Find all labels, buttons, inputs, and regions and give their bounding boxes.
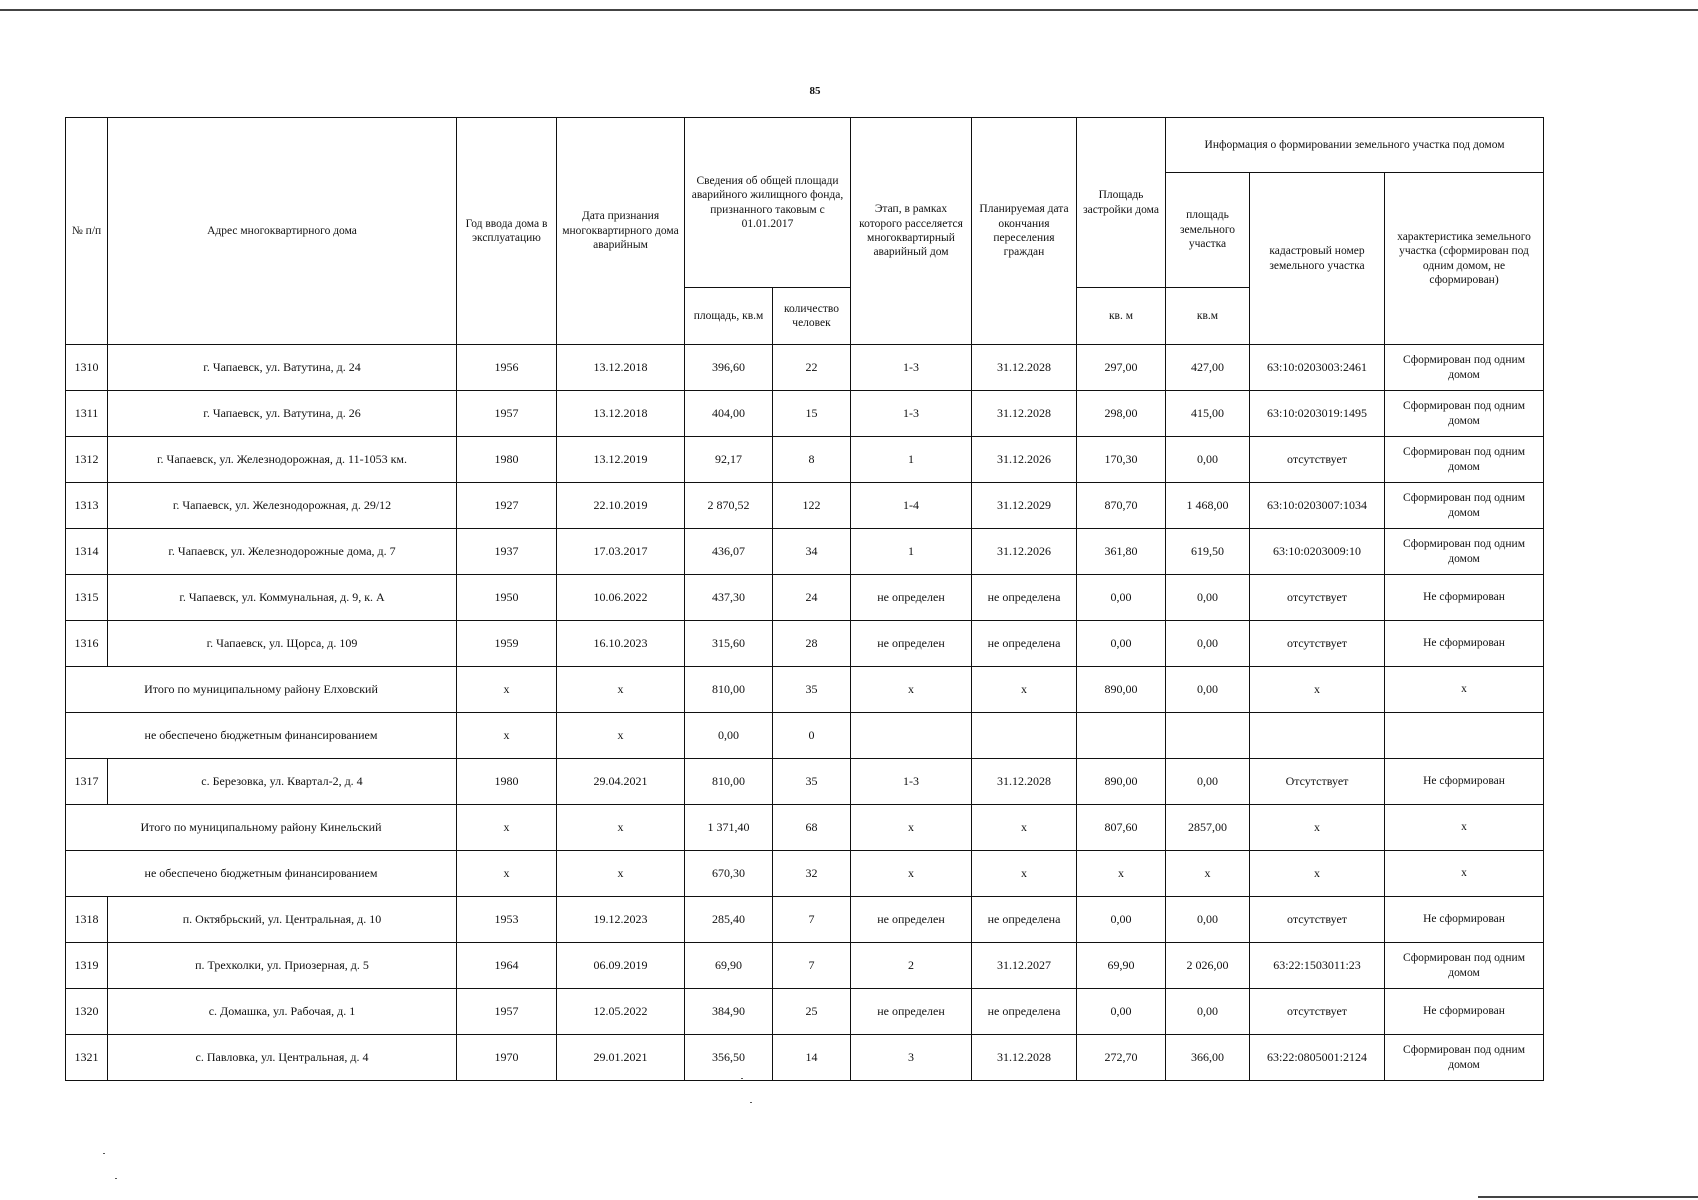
cell-recognition-date: 19.12.2023 xyxy=(557,897,685,943)
cell-cadastral: 63:22:1503011:23 xyxy=(1250,943,1385,989)
cell-recognition-date: 10.06.2022 xyxy=(557,575,685,621)
cell-land-area: 1 468,00 xyxy=(1166,483,1250,529)
table-body xyxy=(66,345,1544,1081)
cell-land-char: x xyxy=(1385,851,1544,897)
cell-num: 1310 xyxy=(66,345,108,391)
cell-num: 1320 xyxy=(66,989,108,1035)
cell-building-area: 297,00 xyxy=(1077,345,1166,391)
table-row xyxy=(66,897,1544,943)
cell-cadastral: отсутствует xyxy=(1250,437,1385,483)
cell-people: 8 xyxy=(773,437,851,483)
header-land-info: Информация о формировании земельного участка под домом xyxy=(1166,118,1544,173)
cell-area: 670,30 xyxy=(685,851,773,897)
cell-cadastral: x xyxy=(1250,667,1385,713)
cell-land-area: 366,00 xyxy=(1166,1035,1250,1081)
cell-area: 69,90 xyxy=(685,943,773,989)
total-row xyxy=(66,667,1544,713)
cell-land-area: x xyxy=(1166,851,1250,897)
cell-stage: x xyxy=(851,805,972,851)
cell-stage: не определен xyxy=(851,575,972,621)
cell-year: 1957 xyxy=(457,391,557,437)
cell-area: 437,30 xyxy=(685,575,773,621)
cell-area: 436,07 xyxy=(685,529,773,575)
cell-planned-date: 31.12.2028 xyxy=(972,345,1077,391)
cell-planned-date: 31.12.2026 xyxy=(972,437,1077,483)
total-row xyxy=(66,851,1544,897)
cell-cadastral: отсутствует xyxy=(1250,989,1385,1035)
cell-num: 1315 xyxy=(66,575,108,621)
header-land-area: площадь земельного участка xyxy=(1166,173,1250,288)
cell-address: п. Трехколки, ул. Приозерная, д. 5 xyxy=(108,943,457,989)
cell-cadastral: 63:10:0203003:2461 xyxy=(1250,345,1385,391)
cell-land-char: Сформирован под одним домом xyxy=(1385,437,1544,483)
cell-building-area: 890,00 xyxy=(1077,759,1166,805)
cell-building-area: 69,90 xyxy=(1077,943,1166,989)
cell-land-area: 0,00 xyxy=(1166,621,1250,667)
cell-people: 7 xyxy=(773,897,851,943)
cell-num: 1316 xyxy=(66,621,108,667)
cell-address: г. Чапаевск, ул. Ватутина, д. 24 xyxy=(108,345,457,391)
cell-address: с. Березовка, ул. Квартал-2, д. 4 xyxy=(108,759,457,805)
cell-year: x xyxy=(457,805,557,851)
cell-year: 1927 xyxy=(457,483,557,529)
table-row xyxy=(66,437,1544,483)
cell-land-char: Не сформирован xyxy=(1385,759,1544,805)
cell-year: 1980 xyxy=(457,759,557,805)
cell-land-area: 2857,00 xyxy=(1166,805,1250,851)
cell-land-char: x xyxy=(1385,667,1544,713)
cell-recognition-date: 06.09.2019 xyxy=(557,943,685,989)
table-row xyxy=(66,345,1544,391)
cell-people: 25 xyxy=(773,989,851,1035)
scan-border-top xyxy=(0,9,1698,11)
table-row xyxy=(66,1035,1544,1081)
cell-stage: 1 xyxy=(851,529,972,575)
cell-num: 1318 xyxy=(66,897,108,943)
total-label: не обеспечено бюджетным финансированием xyxy=(66,851,457,897)
cell-recognition-date: x xyxy=(557,851,685,897)
cell-address: г. Чапаевск, ул. Железнодорожная, д. 29/12 xyxy=(108,483,457,529)
cell-building-area: 870,70 xyxy=(1077,483,1166,529)
table-row xyxy=(66,575,1544,621)
header-stage: Этап, в рамках которого расселяется многоквартирный аварийный дом xyxy=(851,118,972,345)
cell-land-char: Сформирован под одним домом xyxy=(1385,391,1544,437)
cell-year: 1956 xyxy=(457,345,557,391)
cell-area: 810,00 xyxy=(685,759,773,805)
cell-building-area: 0,00 xyxy=(1077,989,1166,1035)
cell-recognition-date: 13.12.2019 xyxy=(557,437,685,483)
cell-num: 1314 xyxy=(66,529,108,575)
cell-area: 2 870,52 xyxy=(685,483,773,529)
cell-cadastral: 63:10:0203019:1495 xyxy=(1250,391,1385,437)
scan-speck xyxy=(115,1178,117,1179)
cell-area: 356,50 xyxy=(685,1035,773,1081)
cell-planned-date: не определена xyxy=(972,989,1077,1035)
cell-cadastral: отсутствует xyxy=(1250,575,1385,621)
cell-year: 1950 xyxy=(457,575,557,621)
cell-stage: не определен xyxy=(851,989,972,1035)
table-row xyxy=(66,621,1544,667)
page-number: 85 xyxy=(809,85,821,97)
cell-stage: 1-3 xyxy=(851,391,972,437)
cell-address: п. Октябрьский, ул. Центральная, д. 10 xyxy=(108,897,457,943)
header-people-count: количество человек xyxy=(773,288,851,345)
scan-speck xyxy=(750,1102,752,1103)
cell-area: 404,00 xyxy=(685,391,773,437)
cell-planned-date: 31.12.2028 xyxy=(972,759,1077,805)
cell-address: г. Чапаевск, ул. Железнодорожные дома, д. 7 xyxy=(108,529,457,575)
cell-cadastral xyxy=(1250,713,1385,759)
cell-year: 1937 xyxy=(457,529,557,575)
cell-cadastral: x xyxy=(1250,851,1385,897)
cell-building-area: 0,00 xyxy=(1077,897,1166,943)
header-planned-date: Планируемая дата окончания переселения граждан xyxy=(972,118,1077,345)
cell-building-area: 0,00 xyxy=(1077,575,1166,621)
total-label: Итого по муниципальному району Кинельский xyxy=(66,805,457,851)
cell-area: 315,60 xyxy=(685,621,773,667)
total-label: не обеспечено бюджетным финансированием xyxy=(66,713,457,759)
emergency-housing-table xyxy=(65,117,1544,1081)
cell-recognition-date: x xyxy=(557,667,685,713)
cell-recognition-date: 22.10.2019 xyxy=(557,483,685,529)
cell-people: 7 xyxy=(773,943,851,989)
cell-land-char: Не сформирован xyxy=(1385,575,1544,621)
cell-land-area: 0,00 xyxy=(1166,759,1250,805)
cell-planned-date: не определена xyxy=(972,621,1077,667)
table-header xyxy=(66,118,1544,345)
cell-recognition-date: 13.12.2018 xyxy=(557,391,685,437)
cell-recognition-date: x xyxy=(557,805,685,851)
table-row xyxy=(66,989,1544,1035)
cell-cadastral: x xyxy=(1250,805,1385,851)
cell-year: x xyxy=(457,713,557,759)
header-building-area-unit: кв. м xyxy=(1077,288,1166,345)
cell-stage: 1-3 xyxy=(851,759,972,805)
cell-year: 1980 xyxy=(457,437,557,483)
cell-land-area xyxy=(1166,713,1250,759)
cell-building-area: x xyxy=(1077,851,1166,897)
cell-building-area: 272,70 xyxy=(1077,1035,1166,1081)
total-label: Итого по муниципальному району Елховский xyxy=(66,667,457,713)
cell-land-char: Не сформирован xyxy=(1385,897,1544,943)
cell-recognition-date: 16.10.2023 xyxy=(557,621,685,667)
cell-stage: не определен xyxy=(851,897,972,943)
cell-num: 1311 xyxy=(66,391,108,437)
cell-address: г. Чапаевск, ул. Щорса, д. 109 xyxy=(108,621,457,667)
cell-cadastral: Отсутствует xyxy=(1250,759,1385,805)
cell-stage: 1-4 xyxy=(851,483,972,529)
cell-area: 285,40 xyxy=(685,897,773,943)
total-row xyxy=(66,713,1544,759)
cell-land-area: 0,00 xyxy=(1166,897,1250,943)
header-recognition-date: Дата признания многоквартирного дома аварийным xyxy=(557,118,685,345)
cell-recognition-date: 12.05.2022 xyxy=(557,989,685,1035)
cell-building-area: 361,80 xyxy=(1077,529,1166,575)
cell-planned-date: не определена xyxy=(972,897,1077,943)
cell-year: 1964 xyxy=(457,943,557,989)
cell-people: 32 xyxy=(773,851,851,897)
cell-land-area: 0,00 xyxy=(1166,575,1250,621)
cell-year: 1959 xyxy=(457,621,557,667)
cell-people: 28 xyxy=(773,621,851,667)
cell-year: 1953 xyxy=(457,897,557,943)
cell-building-area: 890,00 xyxy=(1077,667,1166,713)
cell-people: 14 xyxy=(773,1035,851,1081)
cell-num: 1321 xyxy=(66,1035,108,1081)
table-row xyxy=(66,391,1544,437)
cell-building-area: 807,60 xyxy=(1077,805,1166,851)
header-year: Год ввода дома в эксплуатацию xyxy=(457,118,557,345)
header-num: № п/п xyxy=(66,118,108,345)
cell-land-char xyxy=(1385,713,1544,759)
cell-people: 122 xyxy=(773,483,851,529)
table-row xyxy=(66,529,1544,575)
cell-people: 35 xyxy=(773,759,851,805)
cell-land-char: x xyxy=(1385,805,1544,851)
cell-cadastral: отсутствует xyxy=(1250,897,1385,943)
cell-building-area xyxy=(1077,713,1166,759)
cell-address: г. Чапаевск, ул. Коммунальная, д. 9, к. А xyxy=(108,575,457,621)
header-land-area-unit: кв.м xyxy=(1166,288,1250,345)
cell-area: 396,60 xyxy=(685,345,773,391)
cell-num: 1312 xyxy=(66,437,108,483)
cell-people: 24 xyxy=(773,575,851,621)
cell-land-area: 2 026,00 xyxy=(1166,943,1250,989)
cell-stage xyxy=(851,713,972,759)
cell-planned-date: 31.12.2028 xyxy=(972,1035,1077,1081)
cell-num: 1313 xyxy=(66,483,108,529)
cell-land-area: 0,00 xyxy=(1166,989,1250,1035)
cell-stage: не определен xyxy=(851,621,972,667)
cell-num: 1319 xyxy=(66,943,108,989)
cell-land-char: Не сформирован xyxy=(1385,989,1544,1035)
cell-people: 35 xyxy=(773,667,851,713)
cell-stage: x xyxy=(851,851,972,897)
header-address: Адрес многоквартирного дома xyxy=(108,118,457,345)
cell-land-char: Сформирован под одним домом xyxy=(1385,1035,1544,1081)
cell-land-area: 0,00 xyxy=(1166,667,1250,713)
cell-address: г. Чапаевск, ул. Железнодорожная, д. 11-1053 км. xyxy=(108,437,457,483)
cell-year: 1957 xyxy=(457,989,557,1035)
cell-planned-date: x xyxy=(972,805,1077,851)
cell-address: г. Чапаевск, ул. Ватутина, д. 26 xyxy=(108,391,457,437)
cell-land-char: Сформирован под одним домом xyxy=(1385,943,1544,989)
cell-people: 34 xyxy=(773,529,851,575)
cell-cadastral: отсутствует xyxy=(1250,621,1385,667)
table-row xyxy=(66,759,1544,805)
table-row xyxy=(66,943,1544,989)
cell-area: 1 371,40 xyxy=(685,805,773,851)
cell-stage: 1 xyxy=(851,437,972,483)
cell-recognition-date: 29.01.2021 xyxy=(557,1035,685,1081)
cell-recognition-date: 13.12.2018 xyxy=(557,345,685,391)
cell-land-char: Сформирован под одним домом xyxy=(1385,345,1544,391)
cell-address: с. Домашка, ул. Рабочая, д. 1 xyxy=(108,989,457,1035)
cell-planned-date: не определена xyxy=(972,575,1077,621)
cell-area: 810,00 xyxy=(685,667,773,713)
cell-stage: 3 xyxy=(851,1035,972,1081)
cell-area: 0,00 xyxy=(685,713,773,759)
cell-address: с. Павловка, ул. Центральная, д. 4 xyxy=(108,1035,457,1081)
cell-stage: 1-3 xyxy=(851,345,972,391)
cell-land-char: Не сформирован xyxy=(1385,621,1544,667)
cell-num: 1317 xyxy=(66,759,108,805)
cell-recognition-date: x xyxy=(557,713,685,759)
cell-planned-date: 31.12.2027 xyxy=(972,943,1077,989)
header-area-info: Сведения об общей площади аварийного жилищного фонда, признанного таковым с 01.01.2017 xyxy=(685,118,851,288)
cell-building-area: 298,00 xyxy=(1077,391,1166,437)
cell-land-char: Сформирован под одним домом xyxy=(1385,529,1544,575)
cell-recognition-date: 17.03.2017 xyxy=(557,529,685,575)
cell-area: 92,17 xyxy=(685,437,773,483)
cell-building-area: 0,00 xyxy=(1077,621,1166,667)
scan-speck xyxy=(103,1153,105,1154)
cell-planned-date: 31.12.2026 xyxy=(972,529,1077,575)
total-row xyxy=(66,805,1544,851)
cell-year: x xyxy=(457,667,557,713)
header-land-char: характеристика земельного участка (сформирован под одним домом, не сформирован) xyxy=(1385,173,1544,345)
cell-planned-date: x xyxy=(972,851,1077,897)
cell-cadastral: 63:22:0805001:2124 xyxy=(1250,1035,1385,1081)
cell-cadastral: 63:10:0203009:10 xyxy=(1250,529,1385,575)
cell-area: 384,90 xyxy=(685,989,773,1035)
cell-land-area: 427,00 xyxy=(1166,345,1250,391)
cell-year: 1970 xyxy=(457,1035,557,1081)
header-building-area: Площадь застройки дома xyxy=(1077,118,1166,288)
cell-people: 15 xyxy=(773,391,851,437)
table-row xyxy=(66,483,1544,529)
cell-people: 0 xyxy=(773,713,851,759)
cell-planned-date: x xyxy=(972,667,1077,713)
cell-recognition-date: 29.04.2021 xyxy=(557,759,685,805)
cell-building-area: 170,30 xyxy=(1077,437,1166,483)
cell-land-char: Сформирован под одним домом xyxy=(1385,483,1544,529)
cell-stage: 2 xyxy=(851,943,972,989)
cell-land-area: 619,50 xyxy=(1166,529,1250,575)
header-cadastral: кадастровый номер земельного участка xyxy=(1250,173,1385,345)
cell-planned-date: 31.12.2028 xyxy=(972,391,1077,437)
cell-land-area: 415,00 xyxy=(1166,391,1250,437)
cell-planned-date xyxy=(972,713,1077,759)
scan-border-bottom xyxy=(1478,1196,1698,1198)
cell-people: 68 xyxy=(773,805,851,851)
cell-year: x xyxy=(457,851,557,897)
cell-land-area: 0,00 xyxy=(1166,437,1250,483)
cell-cadastral: 63:10:0203007:1034 xyxy=(1250,483,1385,529)
cell-planned-date: 31.12.2029 xyxy=(972,483,1077,529)
cell-stage: x xyxy=(851,667,972,713)
header-area-sqm: площадь, кв.м xyxy=(685,288,773,345)
cell-people: 22 xyxy=(773,345,851,391)
